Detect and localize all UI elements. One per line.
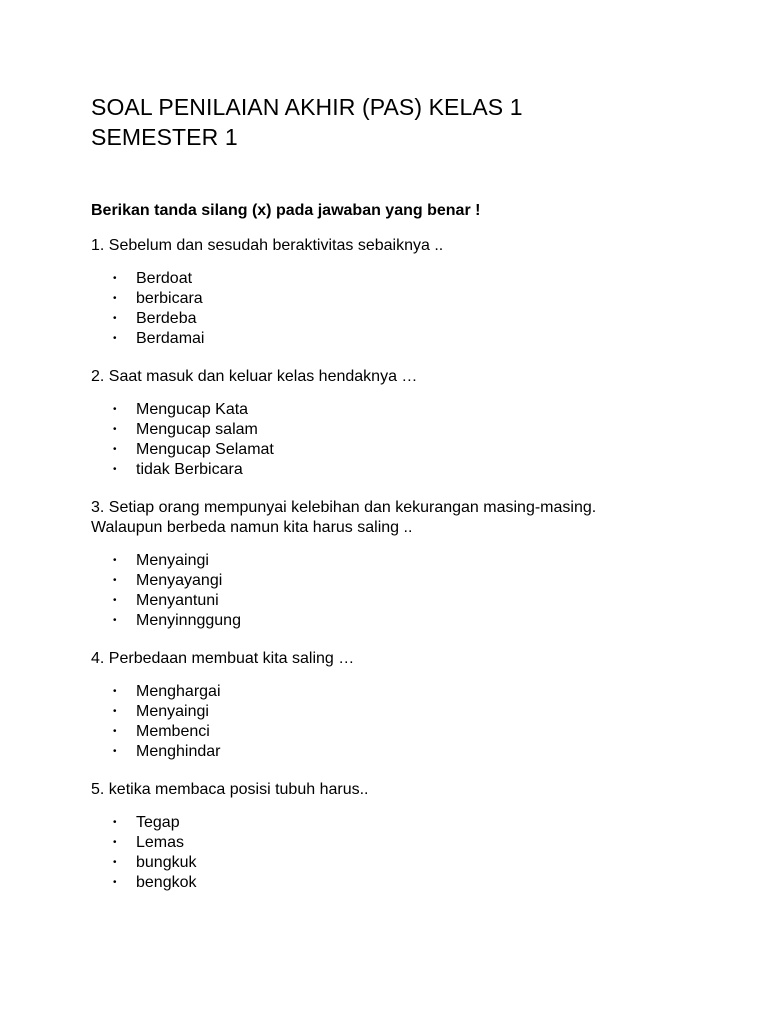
bullet-icon: •	[113, 313, 117, 324]
bullet-icon: •	[113, 424, 117, 435]
question-4-options	[91, 682, 711, 762]
option-item	[91, 722, 711, 742]
bullet-icon: •	[113, 444, 117, 455]
option-item	[91, 873, 711, 893]
question-1-text: 1. Sebelum dan sesudah beraktivitas sebaiknya ..	[91, 237, 444, 254]
instruction-text: Berikan tanda silang (x) pada jawaban yang benar !	[91, 202, 481, 219]
question-2-text: 2. Saat masuk dan keluar kelas hendaknya …	[91, 368, 418, 385]
option-item	[91, 551, 711, 571]
option-item	[91, 742, 711, 762]
option-label: Lemas	[136, 834, 185, 851]
option-label: Berdamai	[136, 330, 205, 347]
page-title	[91, 92, 711, 152]
bullet-icon: •	[113, 404, 117, 415]
title-line-2: SEMESTER 1	[91, 124, 238, 150]
option-label: Mengucap Kata	[136, 401, 249, 418]
question-3-text-line-2: Walaupun berbeda namun kita harus saling ..	[91, 519, 413, 536]
option-label: Berdoat	[136, 270, 193, 287]
question-5	[91, 780, 711, 893]
bullet-icon: •	[113, 615, 117, 626]
bullet-icon: •	[113, 595, 117, 606]
bullet-icon: •	[113, 726, 117, 737]
option-label: Menyinnggung	[136, 612, 241, 629]
option-label: Berdeba	[136, 310, 197, 327]
option-label: Mengucap salam	[136, 421, 258, 438]
bullet-icon: •	[113, 333, 117, 344]
bullet-icon: •	[113, 464, 117, 475]
option-item	[91, 833, 711, 853]
bullet-icon: •	[113, 817, 117, 828]
title-line-1: SOAL PENILAIAN AKHIR (PAS) KELAS 1	[91, 94, 523, 120]
option-item	[91, 853, 711, 873]
option-label: Menyaingi	[136, 703, 209, 720]
question-2	[91, 367, 711, 480]
option-item	[91, 269, 711, 289]
bullet-icon: •	[113, 686, 117, 697]
option-label: Mengucap Selamat	[136, 441, 274, 458]
option-label: Tegap	[136, 814, 180, 831]
option-item	[91, 571, 711, 591]
option-item	[91, 702, 711, 722]
question-4-text: 4. Perbedaan membuat kita saling …	[91, 650, 355, 667]
option-item	[91, 400, 711, 420]
bullet-icon: •	[113, 273, 117, 284]
option-item	[91, 611, 711, 631]
question-3	[91, 498, 711, 631]
option-item	[91, 420, 711, 440]
bullet-icon: •	[113, 837, 117, 848]
option-item	[91, 813, 711, 833]
question-5-text: 5. ketika membaca posisi tubuh harus..	[91, 781, 369, 798]
bullet-icon: •	[113, 706, 117, 717]
option-item	[91, 440, 711, 460]
option-label: Menghindar	[136, 743, 221, 760]
option-item	[91, 329, 711, 349]
option-label: bungkuk	[136, 854, 197, 871]
question-3-options	[91, 551, 711, 631]
bullet-icon: •	[113, 877, 117, 888]
option-label: bengkok	[136, 874, 197, 891]
question-3-text	[91, 498, 711, 538]
option-label: Menyaingi	[136, 552, 209, 569]
question-1	[91, 236, 711, 349]
question-2-options	[91, 400, 711, 480]
option-item	[91, 309, 711, 329]
option-label: Menyantuni	[136, 592, 219, 609]
bullet-icon: •	[113, 575, 117, 586]
document-page	[91, 92, 711, 893]
option-item	[91, 289, 711, 309]
question-1-options	[91, 269, 711, 349]
question-5-options	[91, 813, 711, 893]
bullet-icon: •	[113, 746, 117, 757]
option-label: Menyayangi	[136, 572, 223, 589]
question-3-text-line-1: 3. Setiap orang mempunyai kelebihan dan kekurangan masing-masing.	[91, 499, 597, 516]
option-label: berbicara	[136, 290, 203, 307]
option-label: tidak Berbicara	[136, 461, 243, 478]
option-item	[91, 591, 711, 611]
question-4	[91, 649, 711, 762]
option-label: Membenci	[136, 723, 210, 740]
bullet-icon: •	[113, 857, 117, 868]
option-label: Menghargai	[136, 683, 221, 700]
bullet-icon: •	[113, 555, 117, 566]
option-item	[91, 682, 711, 702]
option-item	[91, 460, 711, 480]
bullet-icon: •	[113, 293, 117, 304]
